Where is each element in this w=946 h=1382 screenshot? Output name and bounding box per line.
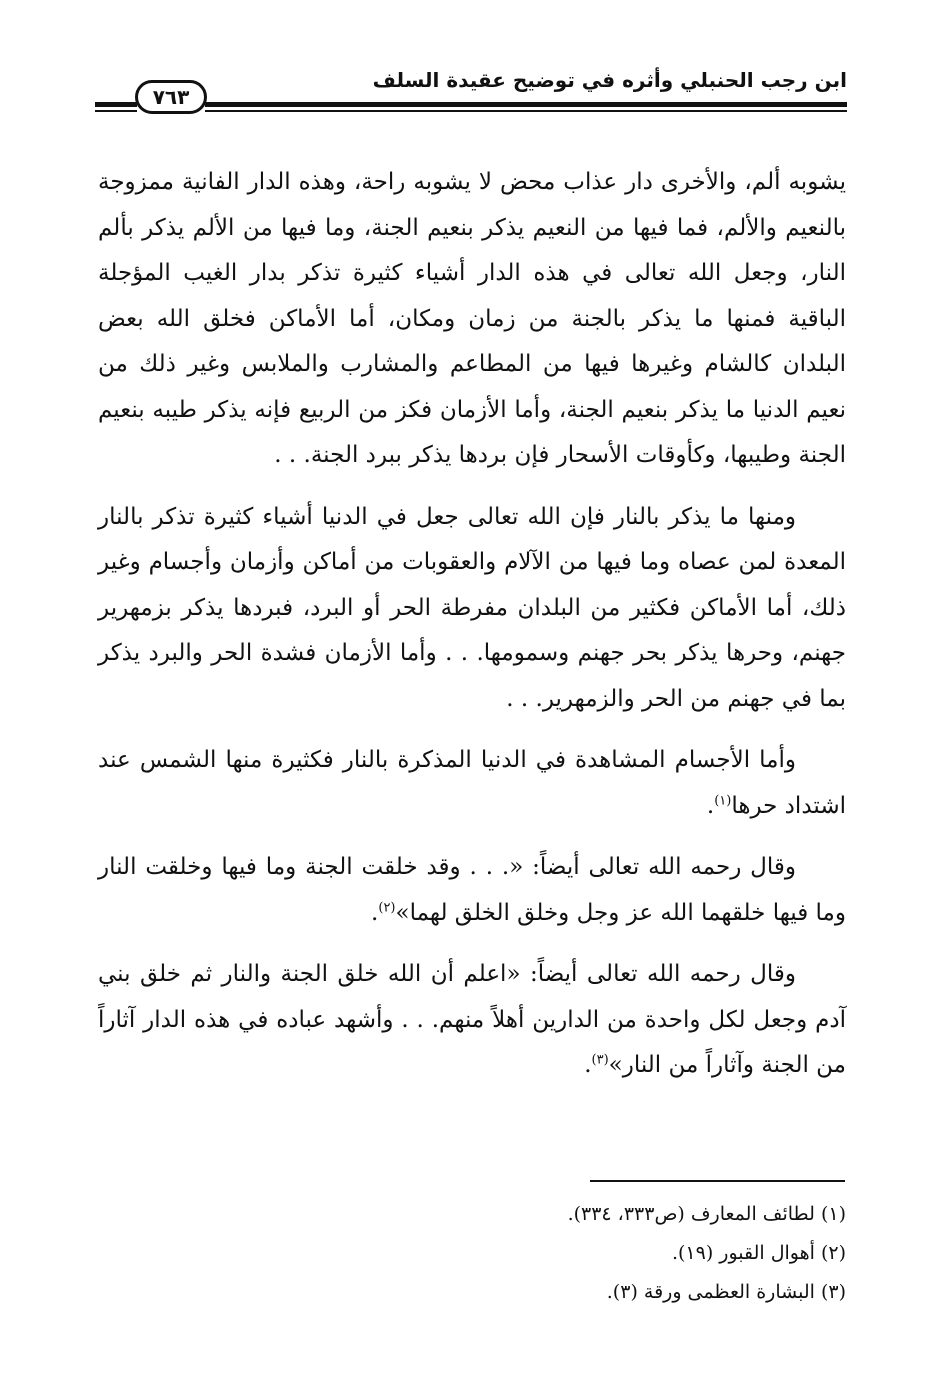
footnote-separator bbox=[590, 1180, 845, 1182]
paragraph-1 bbox=[98, 160, 846, 479]
footnote-3: (٣) البشارة العظمى ورقة (٣). bbox=[606, 1281, 846, 1303]
paragraph-2 bbox=[98, 495, 846, 723]
footnote-ref: (٢) bbox=[378, 899, 396, 915]
paragraph-5 bbox=[98, 952, 846, 1089]
paragraph-text: وأما الأجسام المشاهدة في الدنيا المذكرة بالنار فكثيرة منها الشمس عند اشتداد حرها bbox=[98, 747, 846, 819]
paragraph-3 bbox=[98, 738, 846, 829]
paragraph-text: وقال رحمه الله تعالى أيضاً: «. . . وقد خلقت الجنة وما فيها وخلقت النار وما فيها خلقهما الله عز وجل وخلق الخلق لهما» bbox=[98, 854, 846, 926]
body-text bbox=[98, 160, 846, 1105]
header-rule-left bbox=[95, 102, 137, 107]
paragraph-end: . bbox=[706, 792, 715, 819]
page-header bbox=[95, 58, 847, 120]
header-rule-thin bbox=[205, 110, 847, 112]
paragraph-4 bbox=[98, 845, 846, 936]
page-number: ٧٦٣ bbox=[135, 80, 207, 114]
paragraph-end: . bbox=[371, 899, 379, 926]
header-rule bbox=[205, 102, 847, 107]
running-title: ابن رجب الحنبلي وأثره في توضيح عقيدة السلف bbox=[372, 68, 847, 92]
footnote-2: (٢) أهوال القبور (١٩). bbox=[671, 1242, 846, 1264]
paragraph-text: ومنها ما يذكر بالنار فإن الله تعالى جعل في الدنيا أشياء كثيرة تذكر بالنار المعدة لمن عصاه وما فيها من الآلام والعقوبات من أماكن وأزمان وأجسام وغير ذلك، أما الأماكن فكثير من البلدان مفرطة الحر أو البرد، فبردها يذكر بزمهرير جهنم، وحرها يذكر بحر جهنم وسمومها. . . وأما الأزمان فشدة الحر والبرد يذكر بما في جهنم من الحر والزمهرير. . . bbox=[98, 503, 846, 712]
footnote-1: (١) لطائف المعارف (ص٣٣٣، ٣٣٤). bbox=[567, 1203, 846, 1225]
footnotes bbox=[246, 1195, 846, 1312]
paragraph-text: وقال رحمه الله تعالى أيضاً: «اعلم أن الله خلق الجنة والنار ثم خلق بني آدم وجعل لكل واحدة من الدارين أهلاً منهم. . . وأشهد عباده في هذه الدار آثاراً من الجنة وآثاراً من النار» bbox=[98, 961, 846, 1078]
paragraph-end: . bbox=[584, 1052, 592, 1078]
paragraph-text: يشوبه ألم، والأخرى دار عذاب محض لا يشوبه راحة، وهذه الدار الفانية ممزوجة بالنعيم والألم، فما فيها من النعيم يذكر بنعيم الجنة، وما فيها من الألم يذكر بألم النار، وجعل الله تعالى في هذه الدار أشياء كثيرة تذكر بدار الغيب المؤجلة الباقية فمنها ما يذكر بالجنة من زمان ومكان، أما الأماكن فخلق الله بعض البلدان كالشام وغيرها فيها من المطاعم والمشارب والملابس وغير ذلك من نعيم الدنيا ما يذكر بنعيم الجنة، وأما الأزمان فكز من الربيع فإنه يذكر طيبه بنعيم الجنة وطيبها، وكأوقات الأسحار فإن بردها يذكر ببرد الجنة. . . bbox=[98, 169, 846, 468]
footnote-ref: (٣) bbox=[591, 1052, 609, 1068]
header-rule-left-thin bbox=[95, 110, 137, 112]
footnote-ref: (١) bbox=[714, 792, 732, 808]
